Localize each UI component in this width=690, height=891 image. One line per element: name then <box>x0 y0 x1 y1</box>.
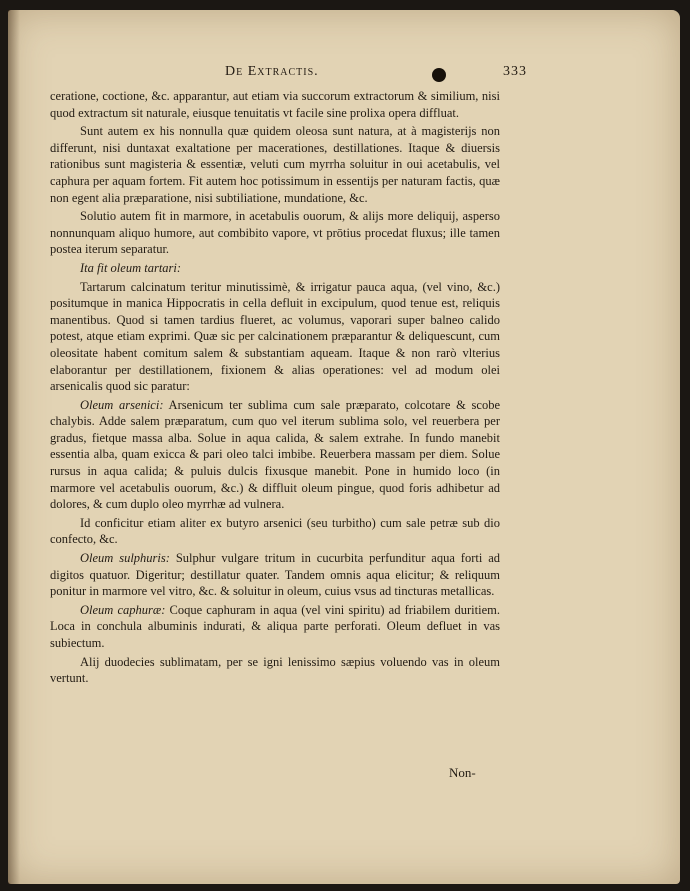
heading-text: Ita fit oleum tartari: <box>80 260 182 275</box>
paragraph-text: Id conficitur etiam aliter ex butyro arsenici (seu turbitho) cum sale petræ sub dio confecto, &c. <box>50 515 500 547</box>
section-heading <box>50 260 500 277</box>
recipe-lead: Oleum sulphuris: <box>80 551 170 566</box>
ink-blot <box>432 68 446 82</box>
page-number: 333 <box>503 64 527 79</box>
paragraph-text: ceratione, coctione, &c. apparantur, aut etiam via succorum extractorum & similium, nisi quod extractum sit naturale, eiusque tenuitatis vt facile sine prolixa opera diffluat. <box>50 89 500 120</box>
body-text <box>50 88 500 689</box>
recipe-lead: Oleum caphuræ: <box>80 602 166 617</box>
paragraph-text: Solutio autem fit in marmore, in acetabulis ouorum, & alijs more deliquij, asperso nonnunquam aliquo humore, aut combibito vapore, vt prōtius procedat fluxus; ille tamen postea iterum separatur. <box>50 209 500 257</box>
running-title: De Extractis. <box>225 64 319 79</box>
paragraph <box>50 123 500 206</box>
recipe-lead: Oleum arsenici: <box>80 397 164 412</box>
paragraph <box>50 208 500 258</box>
paragraph <box>50 88 500 121</box>
paragraph-oleum-caphurae <box>50 602 500 652</box>
running-header <box>225 64 535 80</box>
paragraph-text: Sunt autem ex his nonnulla quæ quidem oleosa sunt natura, at à magisterijs non differunt, nisi duntaxat exaltatione per macerationes, destillationes. Itaque & diuersis rationibus sunt magisteria & essentiæ, veluti cum myrrha soluitur in oui acetabulis, vel caphura per aquam fortem. Fit autem hoc potissimum in essentijs per naturam factis, quæ non egent alia præparatione, nisi subtiliatione, mundatione, &c. <box>50 124 500 205</box>
paragraph <box>50 279 500 395</box>
paragraph <box>50 654 500 687</box>
paragraph-oleum-sulphuris <box>50 550 500 600</box>
paragraph-text: Coque caphuram in aqua (vel vini spiritu) ad friabilem duritiem. Loca in conchula albuminis indurati, & aliqua parte perforati. Oleum defluet in vas subiectum. <box>50 602 500 650</box>
paragraph-oleum-arsenici <box>50 397 500 513</box>
gutter-shadow <box>8 10 20 884</box>
catchword: Non- <box>449 765 476 780</box>
paragraph-text: Arsenicum ter sublima cum sale præparato, colcotare & scobe chalybis. Adde salem præparatum, cum quo vel iterum sublima solo, vel reuerbera per gradus, fietque massa alba. Solue in aqua calida, & salem extrahe. In fundo manebit essentia alba, quam exicca & pari oleo talci imbibe. Reuerbera massam per diem. Solue rursus in aqua calida; & puluis dulcis fixusque manebit. Pone in humido loco (in marmore vel acetabulis ouorum, &c.) & diffluit oleum pingue, quod foris adhibetur ad dolores, & cum duplo oleo myrrhæ ad vulnera. <box>50 397 501 512</box>
paragraph-text: Sulphur vulgare tritum in cucurbita perfunditur aqua forti ad digitos quatuor. Digeritur; destillatur quater. Tandem omnis aqua elicitur; & reliquum ponitur in marmore vel vitro, &c. & soluitur in oleum, cuius vsus ad tincturas metallicas. <box>50 551 501 599</box>
paragraph-text: Tartarum calcinatum teritur minutissimè, & irrigatur pauca aqua, (vel vino, &c.) positumque in manica Hippocratis in cella defluit in excipulum, quod tenue est, reliquis manentibus. Quod si tamen tardius flueret, ac volumus, vaporari super balneo calido potest, atque etiam exprimi. Quæ sic per calcinationem præparantur & deliquescunt, cum oleositate habent comitum salem & substantiam aqueam. Itaque & non rarò vlterius elaborantur per destillationem, fixionem & alias operationes: vel ad modum olei arsenicalis quod sic paratur: <box>50 279 500 394</box>
paragraph-text: Alij duodecies sublimatam, per se igni lenissimo sæpius voluendo vas in oleum vertunt. <box>50 654 500 686</box>
paragraph <box>50 515 500 548</box>
